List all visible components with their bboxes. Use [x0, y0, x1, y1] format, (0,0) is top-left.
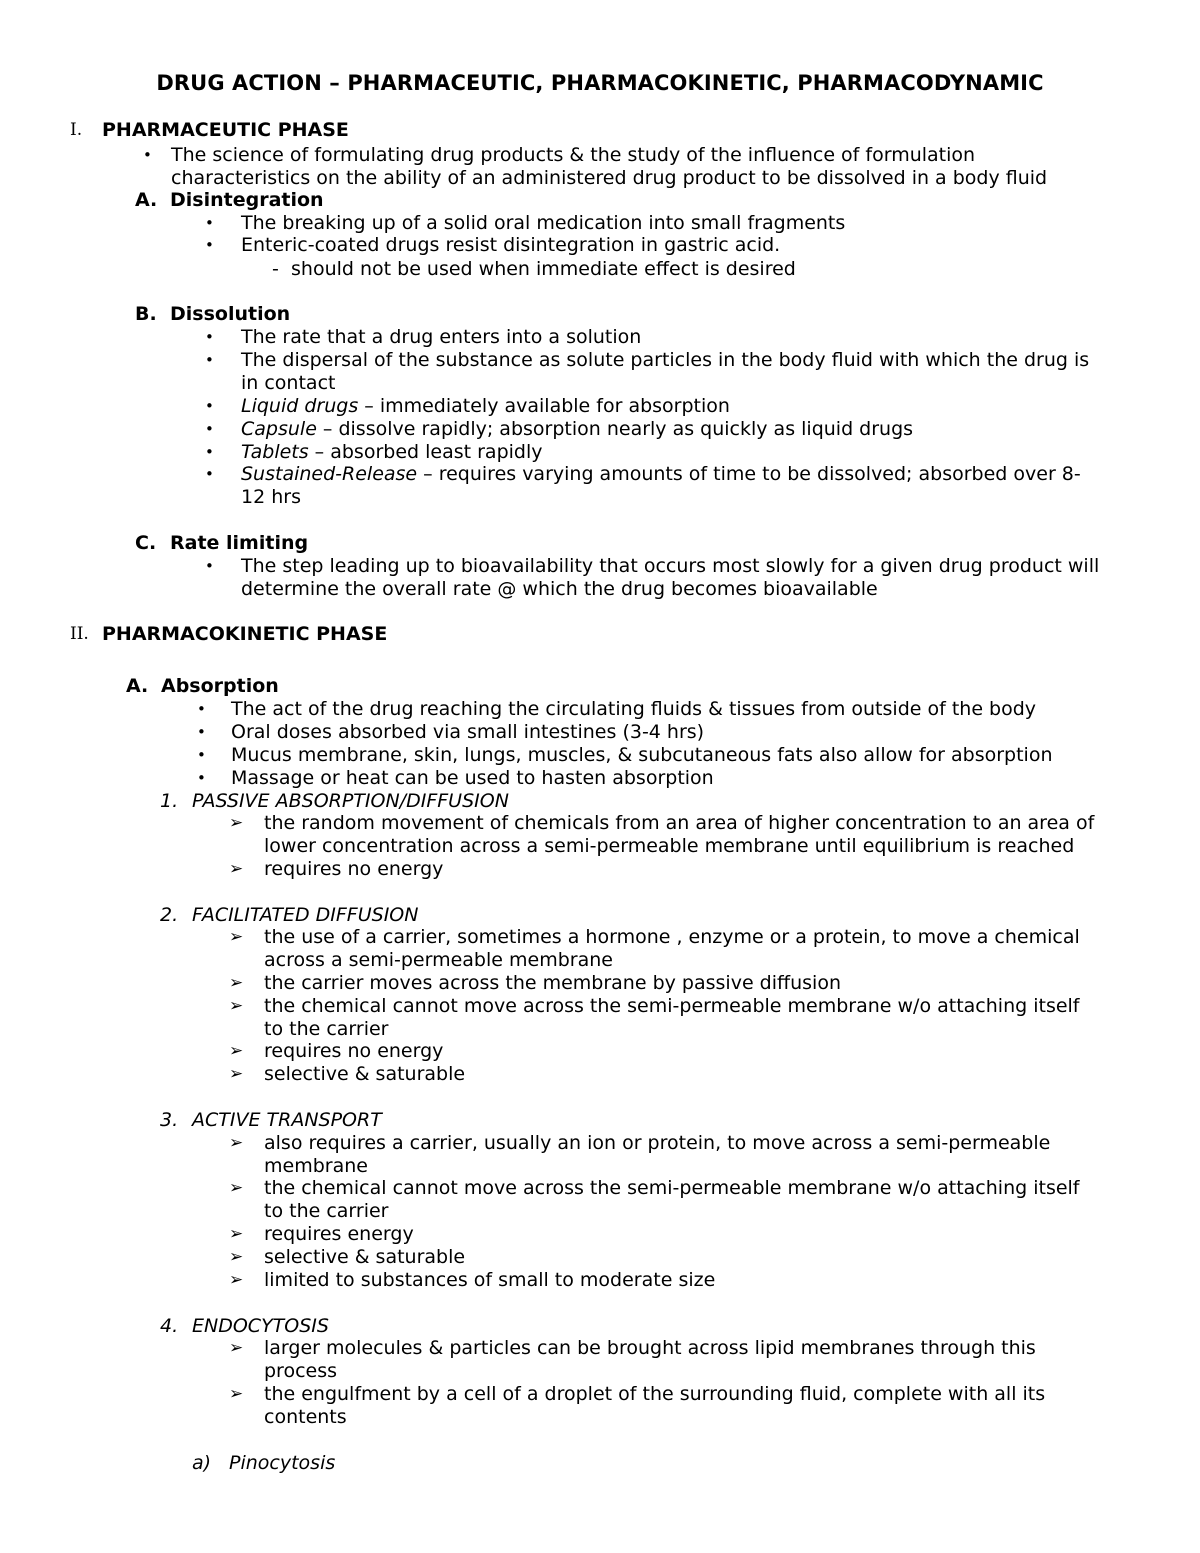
list-item: the carrier moves across the membrane by passive diffusion — [264, 972, 841, 994]
list-item: contents — [264, 1406, 347, 1428]
list-item: process — [264, 1360, 338, 1382]
list-item: The rate that a drug enters into a solution — [241, 326, 642, 348]
subsection-heading: Absorption — [161, 675, 279, 697]
paragraph-line: The science of formulating drug products & the study of the influence of formulation — [171, 144, 976, 166]
bullet-icon: • — [205, 214, 214, 232]
list-item: The step leading up to bioavailability that occurs most slowly for a given drug product will — [241, 555, 1100, 577]
bullet-icon: • — [205, 557, 214, 575]
arrow-bullet-icon: ➢ — [229, 973, 244, 993]
subheading: ACTIVE TRANSPORT — [192, 1109, 382, 1131]
subheading: Pinocytosis — [229, 1452, 336, 1474]
arrow-bullet-icon: ➢ — [229, 1064, 244, 1084]
bullet-icon: • — [205, 351, 214, 369]
arrow-bullet-icon: ➢ — [229, 927, 244, 947]
bullet-icon: • — [197, 769, 206, 787]
list-item: to the carrier — [264, 1200, 389, 1222]
arrow-bullet-icon: ➢ — [229, 1178, 244, 1198]
subsection-letter: C. — [135, 532, 157, 554]
arrow-bullet-icon: ➢ — [229, 1041, 244, 1061]
bullet-icon: • — [205, 236, 214, 254]
term: Liquid drugs — [241, 395, 359, 417]
list-item: Massage or heat can be used to hasten absorption — [231, 767, 714, 789]
term: Capsule — [241, 418, 317, 440]
bullet-icon: • — [197, 746, 206, 764]
arrow-bullet-icon: ➢ — [229, 1133, 244, 1153]
list-item — [241, 418, 913, 441]
arrow-bullet-icon: ➢ — [229, 813, 244, 833]
list-item: the chemical cannot move across the semi-permeable membrane w/o attaching itself — [264, 1177, 1080, 1199]
arrow-bullet-icon: ➢ — [229, 1247, 244, 1267]
arrow-bullet-icon: ➢ — [229, 1384, 244, 1404]
bullet-icon: • — [205, 443, 214, 461]
list-item: The dispersal of the substance as solute particles in the body fluid with which the drug is — [241, 349, 1090, 371]
term: Tablets — [241, 441, 309, 463]
definition: – dissolve rapidly; absorption nearly as quickly as liquid drugs — [316, 418, 914, 440]
section-heading: PHARMACOKINETIC PHASE — [102, 623, 388, 645]
list-item: the random movement of chemicals from an area of higher concentration to an area of — [264, 812, 1095, 834]
list-item: Enteric-coated drugs resist disintegration in gastric acid. — [241, 234, 781, 256]
subheading: FACILITATED DIFFUSION — [192, 904, 419, 926]
arrow-bullet-icon: ➢ — [229, 1338, 244, 1358]
list-item: the chemical cannot move across the semi-permeable membrane w/o attaching itself — [264, 995, 1080, 1017]
list-item: in contact — [241, 372, 336, 394]
list-item: larger molecules & particles can be brought across lipid membranes through this — [264, 1337, 1036, 1359]
list-number: 4. — [160, 1315, 179, 1337]
document-title: DRUG ACTION – PHARMACEUTIC, PHARMACOKINETIC, PHARMACODYNAMIC — [156, 71, 1044, 95]
subheading: PASSIVE ABSORPTION/DIFFUSION — [192, 790, 509, 812]
list-item: Mucus membrane, skin, lungs, muscles, & subcutaneous fats also allow for absorption — [231, 744, 1053, 766]
list-item: the use of a carrier, sometimes a hormone , enzyme or a protein, to move a chemical — [264, 926, 1080, 948]
definition: – immediately available for absorption — [358, 395, 730, 417]
definition: – requires varying amounts of time to be dissolved; absorbed over 8- — [417, 463, 1081, 485]
list-item: membrane — [264, 1155, 368, 1177]
list-item: across a semi-permeable membrane — [264, 949, 613, 971]
subsection-heading: Dissolution — [170, 303, 291, 325]
section-number: II. — [70, 624, 89, 644]
subsection-letter: A. — [126, 675, 149, 697]
bullet-icon: • — [205, 420, 214, 438]
list-item: Oral doses absorbed via small intestines (3-4 hrs) — [231, 721, 705, 743]
list-item: the engulfment by a cell of a droplet of the surrounding fluid, complete with all its — [264, 1383, 1046, 1405]
bullet-icon: • — [197, 700, 206, 718]
subsection-letter: B. — [135, 303, 157, 325]
arrow-bullet-icon: ➢ — [229, 1270, 244, 1290]
list-item: requires no energy — [264, 858, 444, 880]
section-number: I. — [70, 120, 83, 140]
list-item: requires no energy — [264, 1040, 444, 1062]
list-item: The breaking up of a solid oral medication into small fragments — [241, 212, 846, 234]
bullet-icon: • — [205, 465, 214, 483]
list-number: 1. — [160, 790, 179, 812]
list-item — [241, 395, 730, 418]
list-item: also requires a carrier, usually an ion or protein, to move across a semi-permeable — [264, 1132, 1051, 1154]
bullet-icon: • — [205, 328, 214, 346]
bullet-icon: • — [205, 397, 214, 415]
list-item: 12 hrs — [241, 486, 301, 508]
arrow-bullet-icon: ➢ — [229, 859, 244, 879]
list-item: selective & saturable — [264, 1246, 466, 1268]
list-item — [241, 463, 1081, 486]
list-item: determine the overall rate @ which the drug becomes bioavailable — [241, 578, 878, 600]
bullet-icon: • — [143, 146, 152, 164]
section-heading: PHARMACEUTIC PHASE — [102, 119, 349, 141]
term: Sustained-Release — [241, 463, 418, 485]
subheading: ENDOCYTOSIS — [192, 1315, 329, 1337]
arrow-bullet-icon: ➢ — [229, 996, 244, 1016]
list-item: lower concentration across a semi-permeable membrane until equilibrium is reached — [264, 835, 1075, 857]
list-number: 2. — [160, 904, 179, 926]
list-item: selective & saturable — [264, 1063, 466, 1085]
list-number: 3. — [160, 1109, 179, 1131]
subsection-heading: Rate limiting — [170, 532, 309, 554]
list-item — [241, 441, 543, 464]
subsection-heading: Disintegration — [170, 189, 324, 211]
bullet-icon: • — [197, 723, 206, 741]
list-item: requires energy — [264, 1223, 414, 1245]
subsection-letter: A. — [135, 189, 158, 211]
list-item: The act of the drug reaching the circulating fluids & tissues from outside of the body — [231, 698, 1037, 720]
paragraph-line: characteristics on the ability of an administered drug product to be dissolved in a body fluid — [171, 167, 1048, 189]
list-letter: a) — [192, 1452, 212, 1474]
arrow-bullet-icon: ➢ — [229, 1224, 244, 1244]
list-item: should not be used when immediate effect is desired — [291, 258, 796, 280]
list-item: to the carrier — [264, 1018, 389, 1040]
list-item: limited to substances of small to moderate size — [264, 1269, 716, 1291]
dash-icon: - — [272, 258, 279, 280]
definition: – absorbed least rapidly — [308, 441, 543, 463]
